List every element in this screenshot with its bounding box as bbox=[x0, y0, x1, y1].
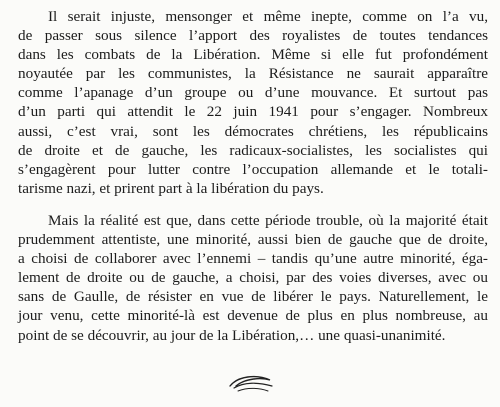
text-line: sans de Gaulle, de résister en vue de libérer le pays. Naturellement, le bbox=[18, 288, 488, 306]
text-line: Mais la réalité est que, dans cette période trouble, où la majorité était bbox=[48, 212, 488, 229]
paragraph-2 bbox=[18, 211, 488, 345]
text-line: de droite et de gauche, les radicaux-socialistes, les socialistes qui bbox=[18, 141, 488, 159]
text-line: de passer sous silence l’apport des royalistes de toutes tendances bbox=[18, 27, 488, 45]
text-line: a choisi de collaborer avec l’ennemi – tandis qu’une autre minorité, éga- bbox=[18, 250, 488, 268]
text-line: jour venu, cette minorité-là est devenue de plus en plus nombreuse, au bbox=[18, 307, 488, 325]
text-line: noyautée par les communistes, la Résistance ne saurait apparaître bbox=[18, 65, 488, 83]
text-line: point de se découvrir, au jour de la Libération,… une quasi-unanimité. bbox=[18, 326, 446, 344]
text-line: prudemment attentiste, une minorité, aussi bien de gauche que de droite, bbox=[18, 231, 488, 249]
text-line: dans les combats de la Libération. Même si elle fut profondément bbox=[18, 46, 488, 64]
text-line: Il serait injuste, mensonger et même inepte, comme on l’a vu, bbox=[48, 8, 488, 25]
paragraph-1 bbox=[18, 7, 488, 198]
flourish-ornament-icon bbox=[226, 372, 276, 396]
text-line: d’un parti qui attendit le 22 juin 1941 pour s’engager. Nombreux bbox=[18, 103, 488, 121]
text-line: comme l’apanage d’un groupe ou d’une mouvance. Et surtout pas bbox=[18, 84, 488, 102]
text-line: tarisme nazi, et prirent part à la libération du pays. bbox=[18, 179, 324, 197]
text-line: s’engagèrent pour lutter contre l’occupation allemande et le totali- bbox=[18, 160, 488, 178]
text-line: aussi, c’est vrai, sont les démocrates chrétiens, les républicains bbox=[18, 122, 488, 140]
text-line: lement de droite ou de gauche, a choisi, par des voies diverses, avec ou bbox=[18, 269, 488, 287]
